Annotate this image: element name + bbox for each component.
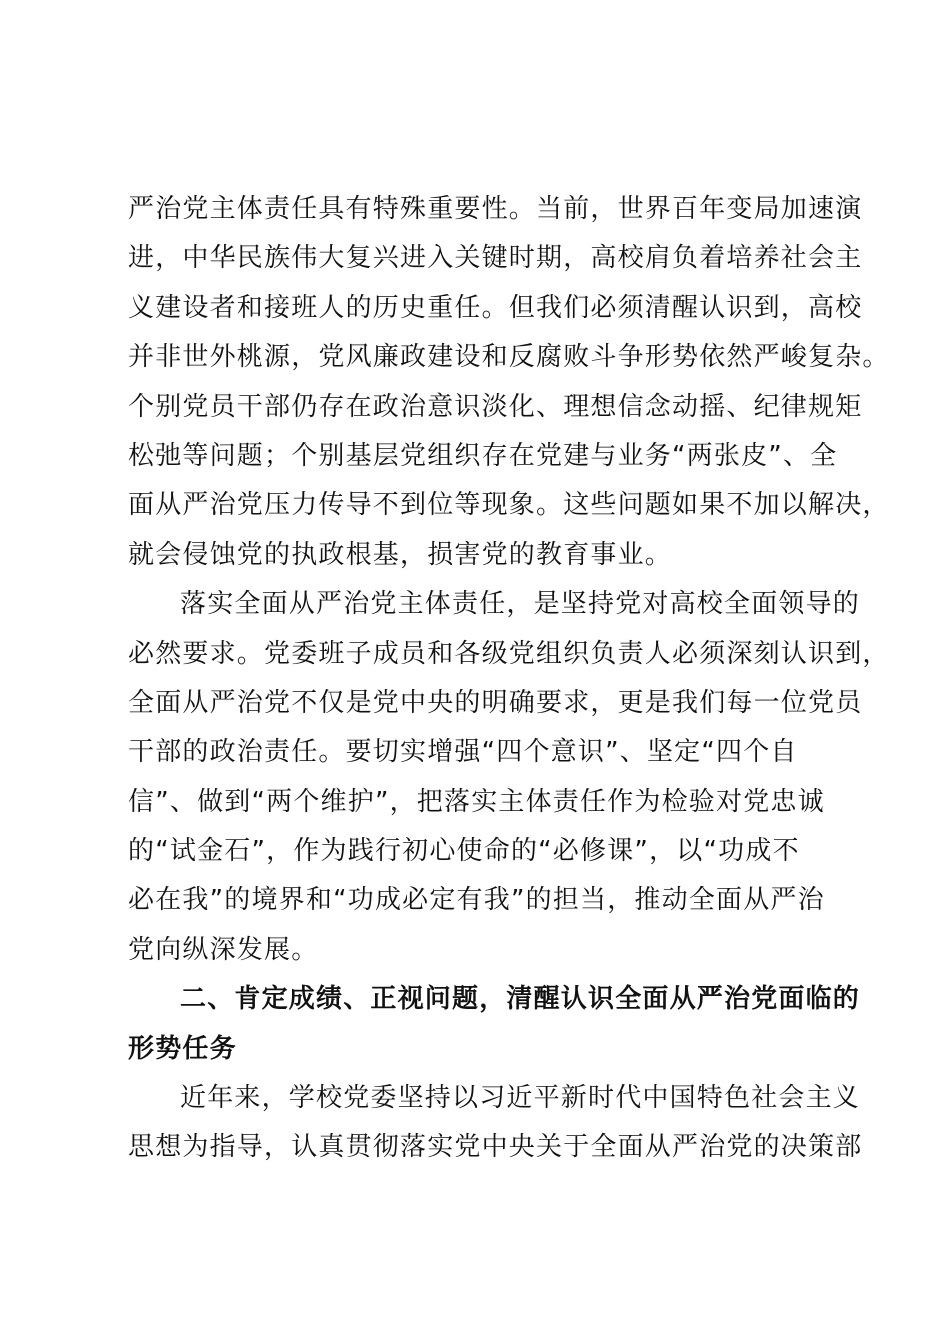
paragraph-line: 松弛等问题；个别基层党组织存在党建与业务“两张皮”、全: [128, 440, 838, 471]
paragraph-line: 落实全面从严治党主体责任，是坚持党对高校全面领导的: [180, 589, 861, 620]
paragraph-line: 并非世外桃源，党风廉政建设和反腐败斗争形势依然严峻复杂。: [128, 342, 890, 373]
document-body: [128, 185, 890, 1173]
paragraph-line: 干部的政治责任。要切实增强“四个意识”、坚定“四个自: [128, 737, 798, 768]
paragraph-line: 义建设者和接班人的历史重任。但我们必须清醒认识到，高校: [128, 292, 863, 323]
paragraph-line: 全面从严治党不仅是党中央的明确要求，更是我们每一位党员: [128, 687, 863, 718]
paragraph-line: 个别党员干部仍存在政治意识淡化、理想信念动摇、纪律规矩: [128, 391, 863, 422]
paragraph-line: 党向纵深发展。: [128, 934, 319, 965]
paragraph-line: 思想为指导，认真贯彻落实党中央关于全面从严治党的决策部: [128, 1132, 863, 1163]
paragraph-line: 必然要求。党委班子成员和各级党组织负责人必须深刻认识到，: [128, 638, 890, 669]
section-heading-line: 形势任务: [128, 1033, 237, 1064]
paragraph-line: 进，中华民族伟大复兴进入关键时期，高校肩负着培养社会主: [128, 243, 863, 274]
paragraph-line: 面从严治党压力传导不到位等现象。这些问题如果不加以解决，: [128, 490, 890, 521]
paragraph-line: 就会侵蚀党的执政根基，损害党的教育事业。: [128, 539, 673, 570]
paragraph-line: 严治党主体责任具有特殊重要性。当前，世界百年变局加速演: [128, 194, 863, 224]
paragraph-line: 近年来，学校党委坚持以习近平新时代中国特色社会主义: [180, 1083, 861, 1114]
section-heading-line: 二、肯定成绩、正视问题，清醒认识全面从严治党面临的: [180, 984, 861, 1015]
paragraph-line: 必在我”的境界和“功成必定有我”的担当，推动全面从严治: [128, 885, 825, 916]
paragraph-line: 的“试金石”，作为践行初心使命的“必修课”，以“功成不: [128, 836, 800, 867]
paragraph-line: 信”、做到“两个维护”，把落实主体责任作为检验对党忠诚: [128, 786, 825, 817]
